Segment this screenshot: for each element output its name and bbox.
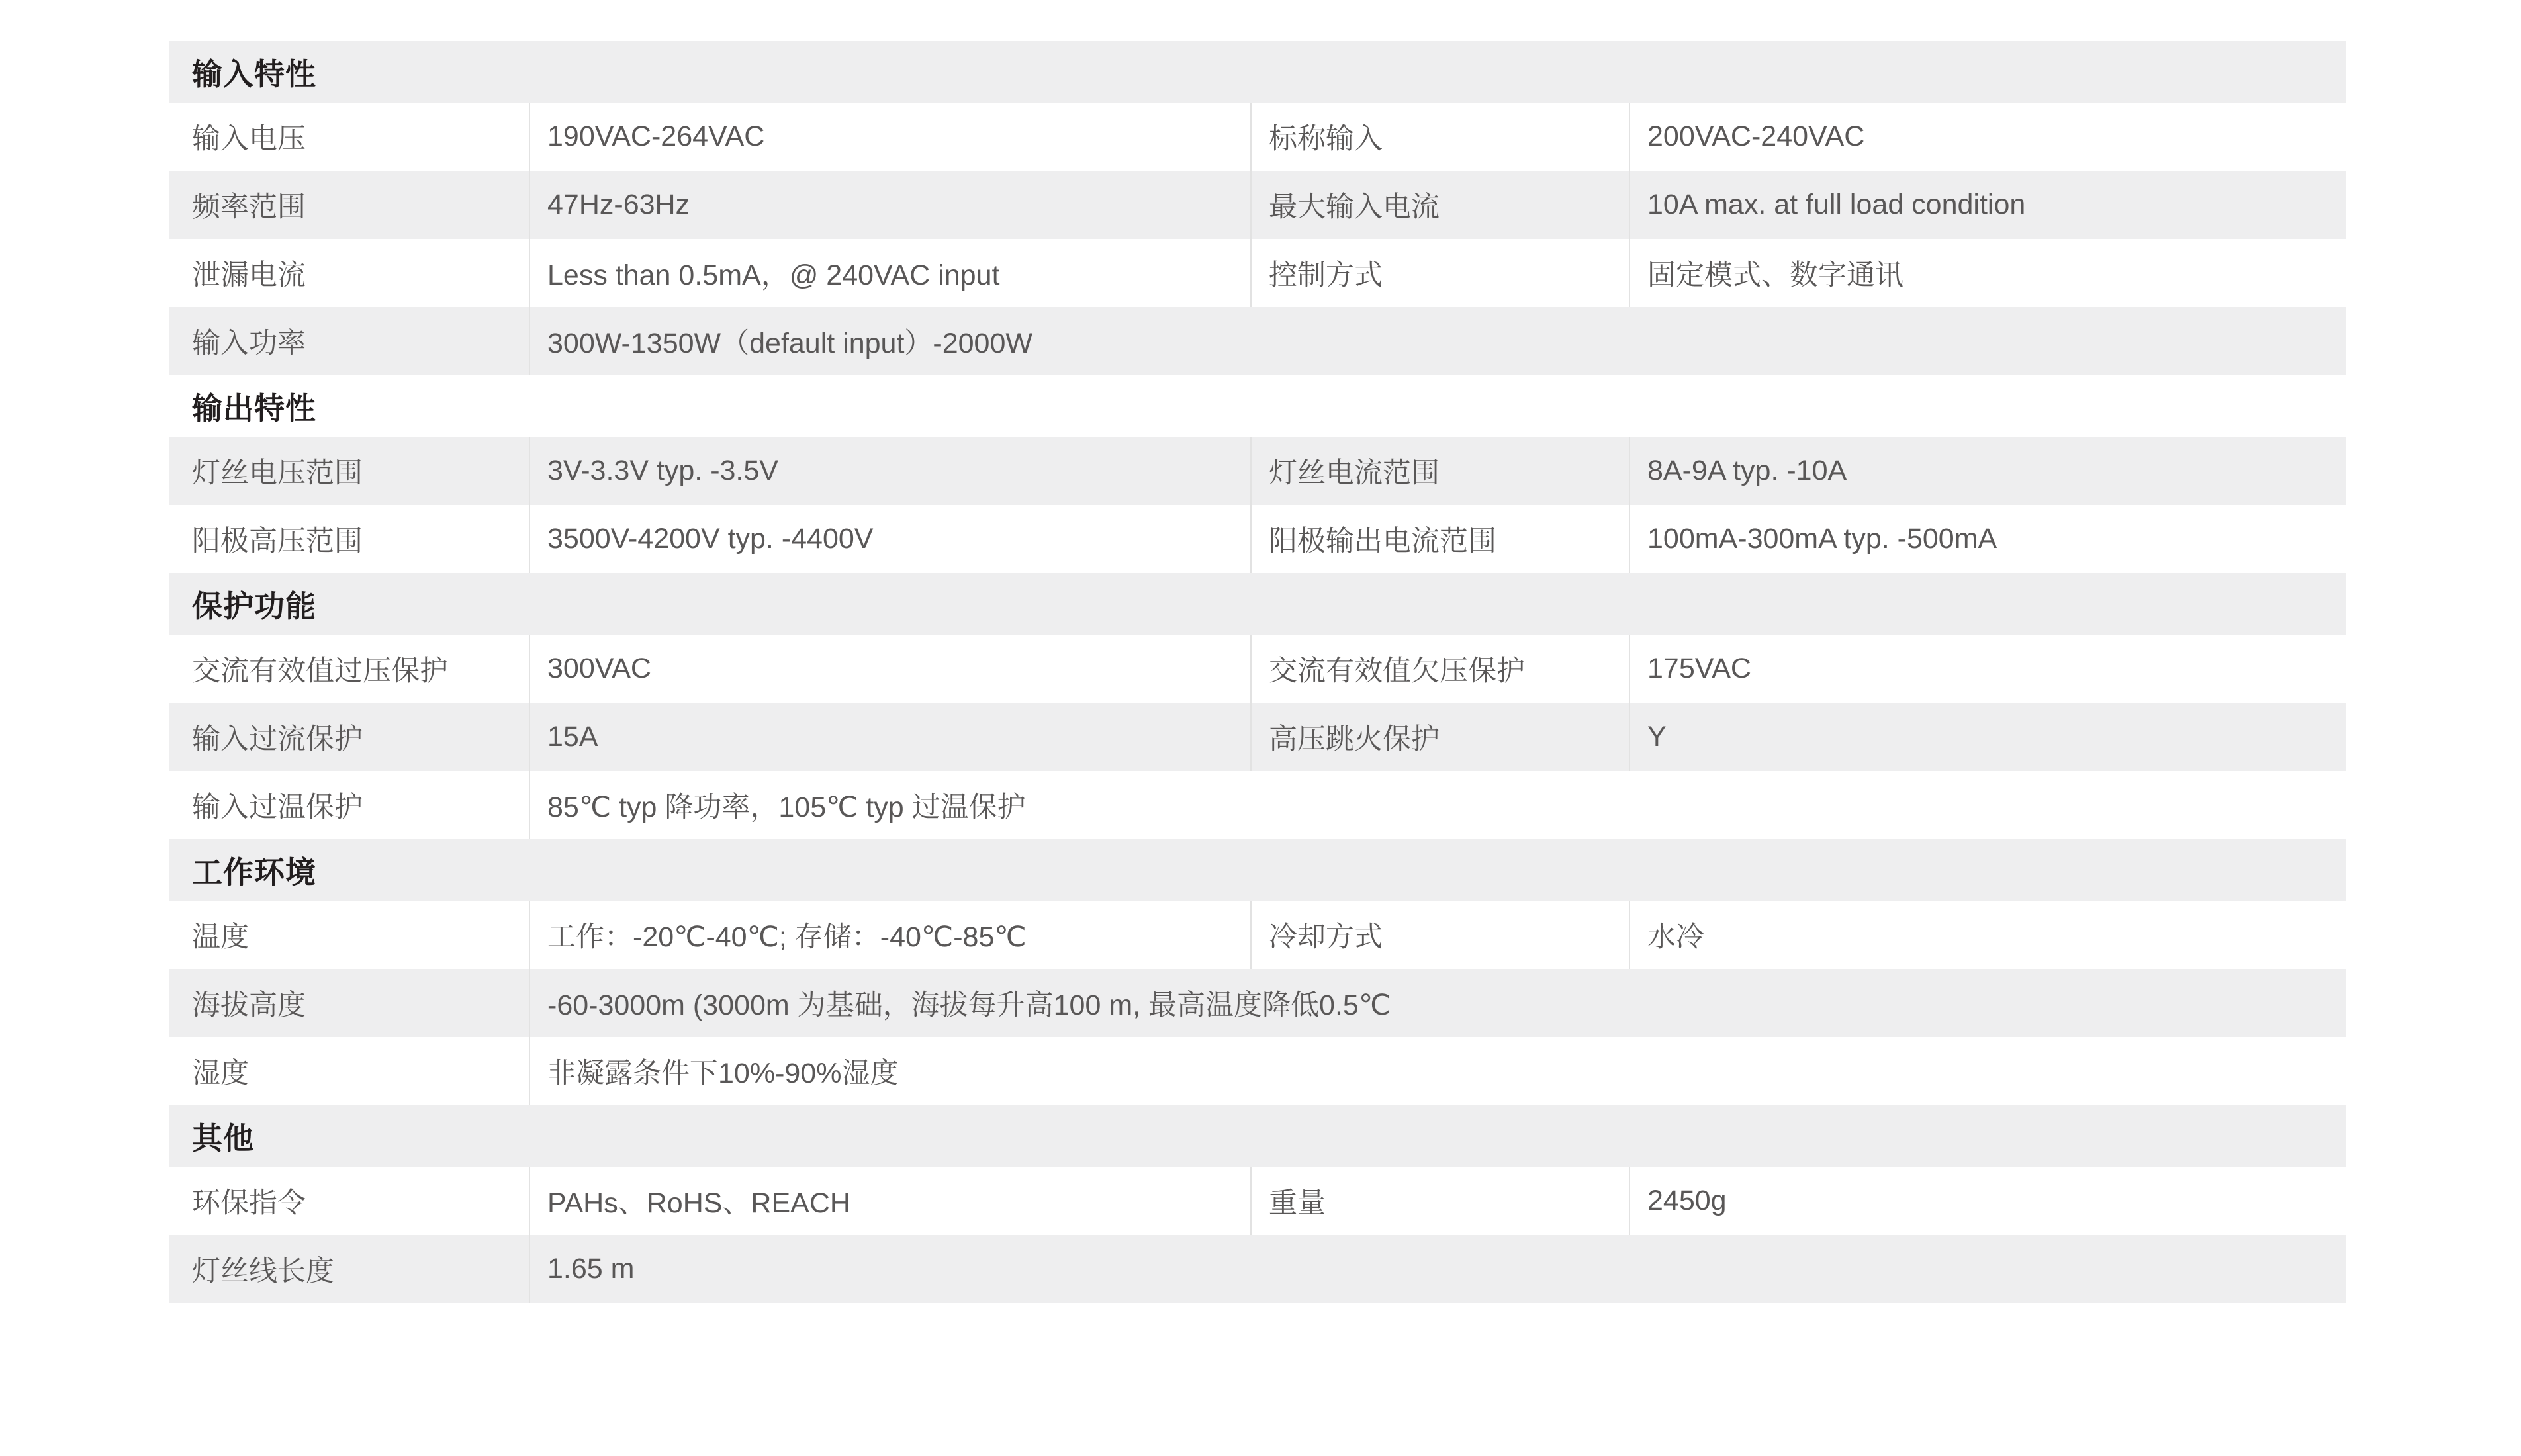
spec-label: 频率范围 bbox=[192, 191, 306, 223]
section-header-input: 输入特性 bbox=[169, 41, 2346, 103]
spec-value: 3V-3.3V typ. -3.5V bbox=[529, 437, 1250, 505]
spec-label: 高压跳火保护 bbox=[1250, 703, 1629, 771]
spec-label: 标称输入 bbox=[1250, 103, 1629, 171]
spec-row bbox=[169, 1235, 2346, 1303]
spec-row bbox=[169, 901, 2346, 969]
spec-row bbox=[169, 969, 2346, 1037]
spec-label: 最大输入电流 bbox=[1250, 171, 1629, 239]
spec-label: 海拔高度 bbox=[192, 989, 306, 1021]
spec-label: 湿度 bbox=[192, 1058, 249, 1089]
spec-label: 阳极高压范围 bbox=[192, 525, 363, 557]
spec-row bbox=[169, 171, 2346, 239]
spec-label: 灯丝电流范围 bbox=[1250, 437, 1629, 505]
spec-row bbox=[169, 1167, 2346, 1235]
section-header-environment: 工作环境 bbox=[169, 839, 2346, 901]
spec-label: 重量 bbox=[1250, 1167, 1629, 1235]
spec-value: 工作：-20℃-40℃; 存储：-40℃-85℃ bbox=[529, 901, 1250, 969]
spec-label: 泄漏电流 bbox=[192, 259, 306, 291]
spec-label: 环保指令 bbox=[192, 1187, 306, 1219]
spec-value: 85℃ typ 降功率，105℃ typ 过温保护 bbox=[529, 771, 2346, 839]
spec-value: 15A bbox=[529, 703, 1250, 771]
spec-label: 控制方式 bbox=[1250, 239, 1629, 307]
section-header-output: 输出特性 bbox=[169, 375, 2346, 437]
spec-value: 固定模式、数字通讯 bbox=[1629, 239, 2346, 307]
spec-row bbox=[169, 1037, 2346, 1105]
spec-row bbox=[169, 239, 2346, 307]
spec-value: 非凝露条件下10%-90%湿度 bbox=[529, 1037, 2346, 1105]
spec-table bbox=[169, 41, 2346, 1303]
spec-value: 10A max. at full load condition bbox=[1629, 171, 2346, 239]
section-header-others: 其他 bbox=[169, 1105, 2346, 1167]
spec-value: 2450g bbox=[1629, 1167, 2346, 1235]
spec-value: 175VAC bbox=[1629, 635, 2346, 703]
spec-row bbox=[169, 771, 2346, 839]
spec-value: 190VAC-264VAC bbox=[529, 103, 1250, 171]
spec-row bbox=[169, 307, 2346, 375]
spec-value: 1.65 m bbox=[529, 1235, 2346, 1303]
spec-value: Y bbox=[1629, 703, 2346, 771]
spec-value: 3500V-4200V typ. -4400V bbox=[529, 505, 1250, 573]
spec-label: 灯丝线长度 bbox=[192, 1255, 334, 1287]
spec-value: PAHs、RoHS、REACH bbox=[529, 1167, 1250, 1235]
spec-label: 交流有效值欠压保护 bbox=[1250, 635, 1629, 703]
spec-label: 阳极输出电流范围 bbox=[1250, 505, 1629, 573]
spec-label: 输入过流保护 bbox=[192, 723, 363, 755]
spec-label: 输入功率 bbox=[192, 328, 306, 359]
spec-value: 47Hz-63Hz bbox=[529, 171, 1250, 239]
spec-value: 300VAC bbox=[529, 635, 1250, 703]
spec-label: 温度 bbox=[192, 921, 249, 953]
spec-value: 水冷 bbox=[1629, 901, 2346, 969]
spec-row bbox=[169, 635, 2346, 703]
spec-label: 灯丝电压范围 bbox=[192, 457, 363, 489]
section-header-protection: 保护功能 bbox=[169, 573, 2346, 635]
spec-row bbox=[169, 703, 2346, 771]
spec-value: 100mA-300mA typ. -500mA bbox=[1629, 505, 2346, 573]
spec-value: 200VAC-240VAC bbox=[1629, 103, 2346, 171]
spec-row bbox=[169, 103, 2346, 171]
spec-label: 输入过温保护 bbox=[192, 792, 363, 823]
spec-value: 300W-1350W（default input）-2000W bbox=[529, 307, 2346, 375]
spec-label: 输入电压 bbox=[192, 123, 306, 155]
spec-value: -60-3000m (3000m 为基础，海拔每升高100 m, 最高温度降低0.5℃ bbox=[529, 969, 2346, 1037]
spec-label: 冷却方式 bbox=[1250, 901, 1629, 969]
spec-row bbox=[169, 505, 2346, 573]
spec-label: 交流有效值过压保护 bbox=[192, 655, 448, 687]
spec-row bbox=[169, 437, 2346, 505]
spec-value: 8A-9A typ. -10A bbox=[1629, 437, 2346, 505]
spec-value: Less than 0.5mA，@ 240VAC input bbox=[529, 239, 1250, 307]
